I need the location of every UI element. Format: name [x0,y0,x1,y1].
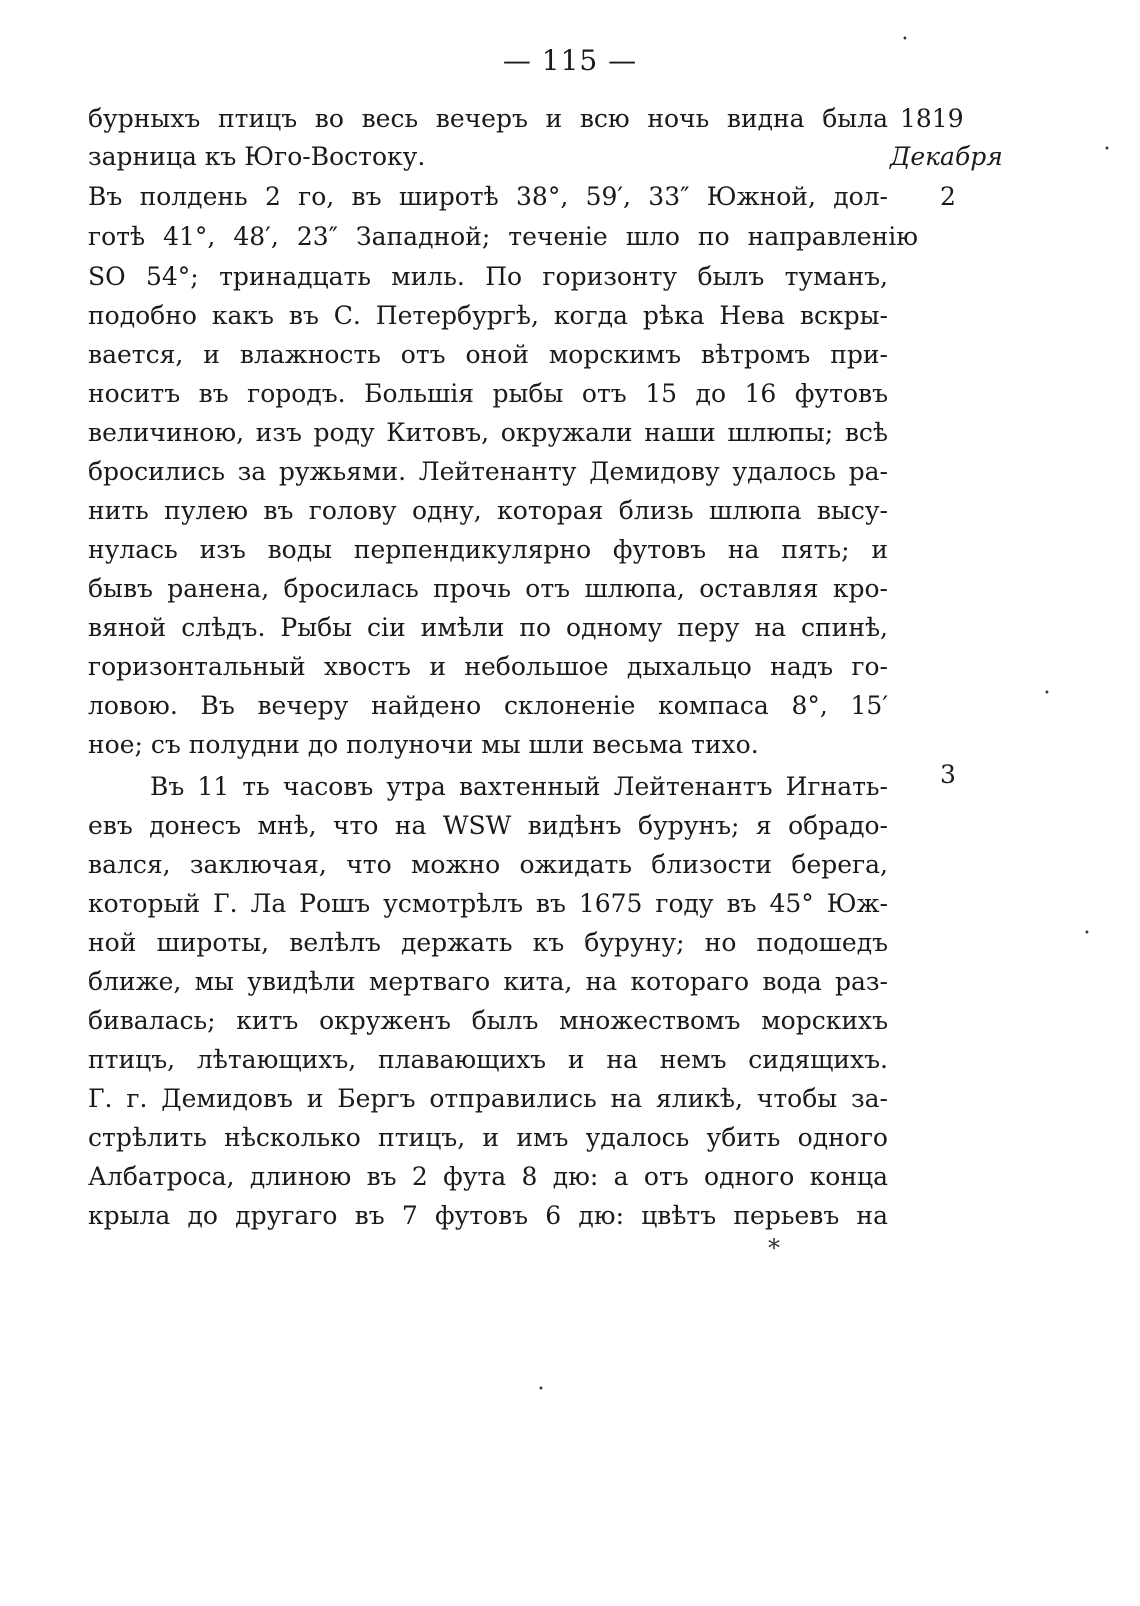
text-line: вался, заключая, что можно ожидать близости берега, [88,850,888,879]
text-line: бивалась; китъ окруженъ былъ множествомъ морскихъ [88,1006,888,1035]
text-line: который Г. Ла Рошъ усмотрѣлъ въ 1675 году въ 45° Юж- [88,889,888,918]
text-line: ближе, мы увидѣли мертваго кита, на котораго вода раз- [88,967,888,996]
text-line: стрѣлить нѣсколько птицъ, и имъ удалось убить одного [88,1123,888,1152]
scan-speck: • [902,34,908,45]
text-line: ное; съ полудни до полуночи мы шли весьма тихо. [88,730,759,759]
text-line: подобно какъ въ С. Петербургѣ, когда рѣка Нева вскры- [88,301,888,330]
text-line: зарница къ Юго-Востоку. [88,142,426,171]
text-line: Въ 11 ть часовъ утра вахтенный Лейтенантъ Игнать- [150,772,888,801]
text-line: Г. г. Демидовъ и Бергъ отправились на яликѣ, чтобы за- [88,1084,888,1113]
margin-year: 1819 [900,104,964,133]
text-line: птицъ, лѣтающихъ, плавающихъ и на немъ сидящихъ. [88,1045,888,1074]
page-number: — 115 — [502,44,638,77]
margin-day-2: 2 [940,182,956,211]
text-line: вается, и влажность отъ оной морскимъ вѣтромъ при- [88,340,888,369]
scan-speck: • [1104,144,1110,155]
text-line: SO 54°; тринадцать миль. По горизонту былъ туманъ, [88,262,888,291]
text-line: нулась изъ воды перпендикулярно футовъ на пять; и [88,535,888,564]
text-line: бросились за ружьями. Лейтенанту Демидову удалось ра- [88,457,888,486]
text-line: величиною, изъ роду Китовъ, окружали наши шлюпы; всѣ [88,418,888,447]
text-line: готѣ 41°, 48′, 23″ Западной; теченіе шло по направленію [88,222,918,251]
text-line: горизонтальный хвостъ и небольшое дыхальцо надъ го- [88,652,888,681]
asterisk-ornament: * [768,1234,780,1262]
scan-speck: • [1084,928,1090,939]
scan-speck: • [1044,688,1050,699]
margin-month: Декабря [890,142,1003,171]
margin-day-3: 3 [940,760,956,789]
text-line: крыла до другаго въ 7 футовъ 6 дю: цвѣтъ перьевъ на [88,1201,888,1230]
text-line: вяной слѣдъ. Рыбы сіи имѣли по одному перу на спинѣ, [88,613,888,642]
scan-speck: • [538,1384,544,1395]
text-line: евъ донесъ мнѣ, что на WSW видѣнъ бурунъ; я обрадо- [88,811,888,840]
text-line: бурныхъ птицъ во весь вечеръ и всю ночь видна была [88,104,888,133]
text-line: носитъ въ городъ. Большія рыбы отъ 15 до 16 футовъ [88,379,888,408]
text-line: бывъ ранена, бросилась прочь отъ шлюпа, оставляя кро- [88,574,888,603]
text-line: Албатроса, длиною въ 2 фута 8 дю: а отъ одного конца [88,1162,888,1191]
text-line: нить пулею въ голову одну, которая близь шлюпа высу- [88,496,888,525]
text-line: ной широты, велѣлъ держать къ буруну; но подошедъ [88,928,888,957]
text-line: Въ полдень 2 го, въ широтѣ 38°, 59′, 33″ Южной, дол- [88,182,888,211]
text-line: ловою. Въ вечеру найдено склоненіе компаса 8°, 15′ [88,691,888,720]
